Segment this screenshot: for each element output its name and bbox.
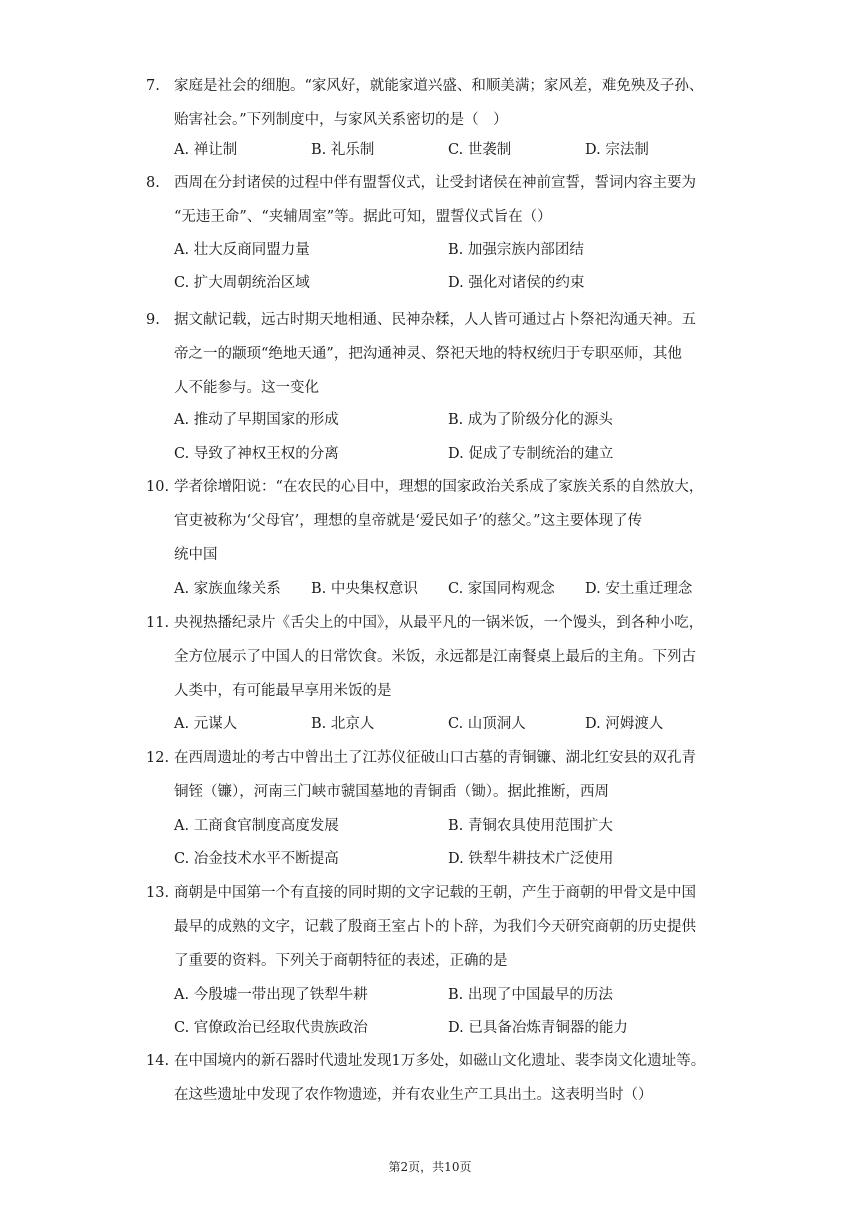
option-c: C. 扩大周朝统治区域 [174,275,310,291]
option-d: D. 强化对诸侯的约束 [448,275,585,291]
stem-line: 在中国境内的新石器时代遗址发现1万多处，如磁山文化遗址、裴李岗文化遗址等。 [174,1053,706,1069]
option-b: B. 出现了中国最早的历法 [448,987,613,1003]
option-b: B. 加强宗族内部团结 [448,242,584,258]
option-d: D. 铁犁牛耕技术广泛使用 [448,851,614,867]
stem-line: 据文献记载，远古时期天地相通、民神杂糅，人人皆可通过占卜祭祀沟通天神。五 [174,312,696,328]
stem-line: 家庭是社会的细胞。“家风好，就能家道兴盛、和顺美满；家风差，难免殃及子孙、 [174,78,704,94]
option-b: B. 成为了阶级分化的源头 [448,412,613,428]
question-stem [174,470,714,572]
stem-line: 人不能参与。这一变化 [174,380,319,396]
option-a: A. 家族血缘关系 [174,581,281,597]
stem-line: 贻害社会。”下列制度中，与家风关系密切的是（ ） [174,112,508,128]
question-number: 9. [146,312,160,328]
option-c: C. 官僚政治已经取代贵族政治 [174,1020,368,1036]
question-stem [174,303,714,405]
stem-line: 人类中，有可能最早享用米饭的是 [174,683,392,699]
page-footer: 第2页，共10页 [388,1160,472,1174]
option-a: A. 禅让制 [174,142,238,158]
option-c: C. 家国同构观念 [448,581,555,597]
question-number: 11. [146,615,170,631]
option-c: C. 导致了神权王权的分离 [174,446,339,462]
option-b: B. 中央集权意识 [311,581,418,597]
question-number: 7. [146,78,160,94]
option-c: C. 山顶洞人 [448,716,526,732]
option-b: B. 北京人 [311,716,375,732]
stem-line: 商朝是中国第一个有直接的同时期的文字记载的王朝，产生于商朝的甲骨文是中国 [174,885,696,901]
question-number: 12. [146,750,170,766]
stem-line: 铜铚（镰），河南三门峡市虢国墓地的青铜臿（锄）。据此推断，西周 [174,784,609,800]
stem-line: 央视热播纪录片《舌尖上的中国》，从最平凡的一锅米饭，一个馒头，到各种小吃， [174,615,704,631]
stem-line: 统中国 [174,547,218,563]
option-d: D. 宗法制 [585,142,649,158]
option-d: D. 促成了专制统治的建立 [448,446,614,462]
option-a: A. 今殷墟一带出现了铁犁牛耕 [174,987,368,1003]
option-a: A. 元谋人 [174,716,238,732]
option-d: D. 已具备冶炼青铜器的能力 [448,1020,628,1036]
option-d: D. 河姆渡人 [585,716,664,732]
question-stem [174,606,714,708]
question-stem [174,1044,714,1112]
question-number: 14. [146,1053,170,1069]
option-a: A. 壮大反商同盟力量 [174,242,310,258]
stem-line: 了重要的资料。下列关于商朝特征的表述，正确的是 [174,953,508,969]
question-number: 13. [146,885,170,901]
stem-line: 帝之一的颛顼“绝地天通”，把沟通神灵、祭祀天地的特权统归于专职巫师，其他 [174,346,682,362]
stem-line: 全方位展示了中国人的日常饮食。米饭，永远都是江南餐桌上最后的主角。下列古 [174,649,696,665]
option-a: A. 推动了早期国家的形成 [174,412,339,428]
stem-line: 学者徐增阳说：“在农民的心目中，理想的国家政治关系成了家族关系的自然放大， [174,479,704,495]
question-stem [174,876,714,978]
question-number: 10. [146,479,170,495]
question-number: 8. [146,175,160,191]
stem-line: 西周在分封诸侯的过程中伴有盟誓仪式，让受封诸侯在神前宣誓，誓词内容主要为 [174,175,696,191]
question-stem [174,741,714,809]
question-stem [174,69,714,137]
question-stem [174,166,714,234]
option-d: D. 安土重迁理念 [585,581,693,597]
stem-line: 官吏被称为‘父母官’，理想的皇帝就是‘爱民如子’的慈父。”这主要体现了传 [174,513,643,529]
stem-line: “无违王命”、“夹辅周室”等。据此可知，盟誓仪式旨在（） [174,209,552,225]
option-c: C. 冶金技术水平不断提高 [174,851,339,867]
stem-line: 最早的成熟的文字，记载了殷商王室占卜的卜辞，为我们今天研究商朝的历史提供 [174,919,696,935]
stem-line: 在这些遗址中发现了农作物遗迹，并有农业生产工具出土。这表明当时（） [174,1087,653,1103]
option-b: B. 礼乐制 [311,142,375,158]
option-a: A. 工商食官制度高度发展 [174,818,339,834]
option-b: B. 青铜农具使用范围扩大 [448,818,613,834]
stem-line: 在西周遗址的考古中曾出土了江苏仪征破山口古墓的青铜镰、湖北红安县的双孔青 [174,750,696,766]
option-c: C. 世袭制 [448,142,512,158]
